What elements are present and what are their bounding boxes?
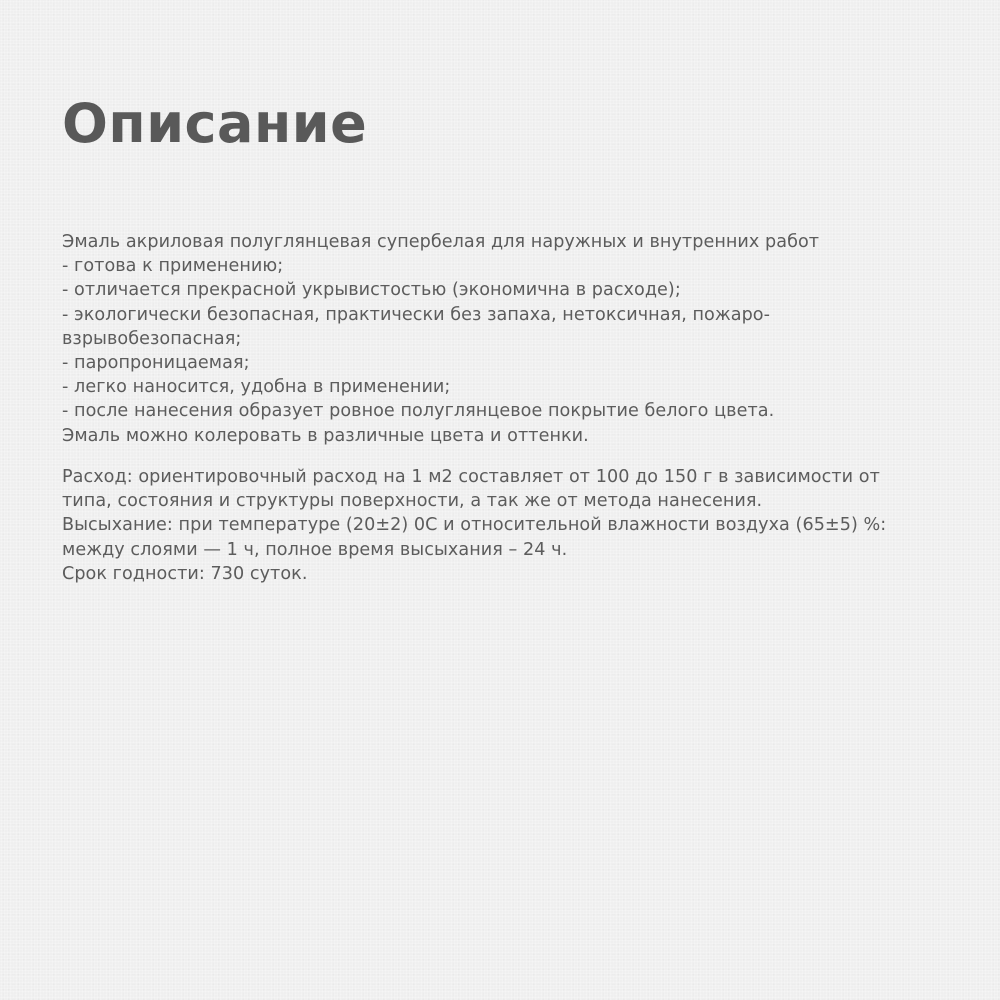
drying-text: Высыхание: при температуре (20±2) 0С и относительной влажности воздуха (65±5) %:	[62, 515, 887, 536]
product-specs	[62, 465, 982, 586]
feature-line: - экологически безопасная, практически без запаха, нетоксичная, пожаро-	[62, 304, 771, 325]
product-description	[62, 230, 982, 448]
shelf-life-text: Срок годности: 730 суток.	[62, 563, 308, 584]
tinting-note: Эмаль можно колеровать в различные цвета и оттенки.	[62, 425, 589, 446]
feature-line: - паропроницаемая;	[62, 353, 250, 374]
consumption-text: Расход: ориентировочный расход на 1 м2 составляет от 100 до 150 г в зависимости от	[62, 467, 880, 487]
feature-line: взрывобезопасная;	[62, 328, 242, 349]
feature-line: - легко наносится, удобна в применении;	[62, 377, 451, 398]
page-title: Описание	[62, 92, 368, 155]
consumption-text: типа, состояния и структуры поверхности, а так же от метода нанесения.	[62, 491, 763, 512]
feature-line: - готова к применению;	[62, 256, 284, 277]
description-intro: Эмаль акриловая полуглянцевая супербелая для наружных и внутренних работ	[62, 232, 820, 252]
feature-line: - отличается прекрасной укрывистостью (экономична в расходе);	[62, 280, 681, 301]
drying-text: между слоями — 1 ч, полное время высыхания – 24 ч.	[62, 539, 568, 560]
feature-line: - после нанесения образует ровное полуглянцевое покрытие белого цвета.	[62, 401, 775, 422]
